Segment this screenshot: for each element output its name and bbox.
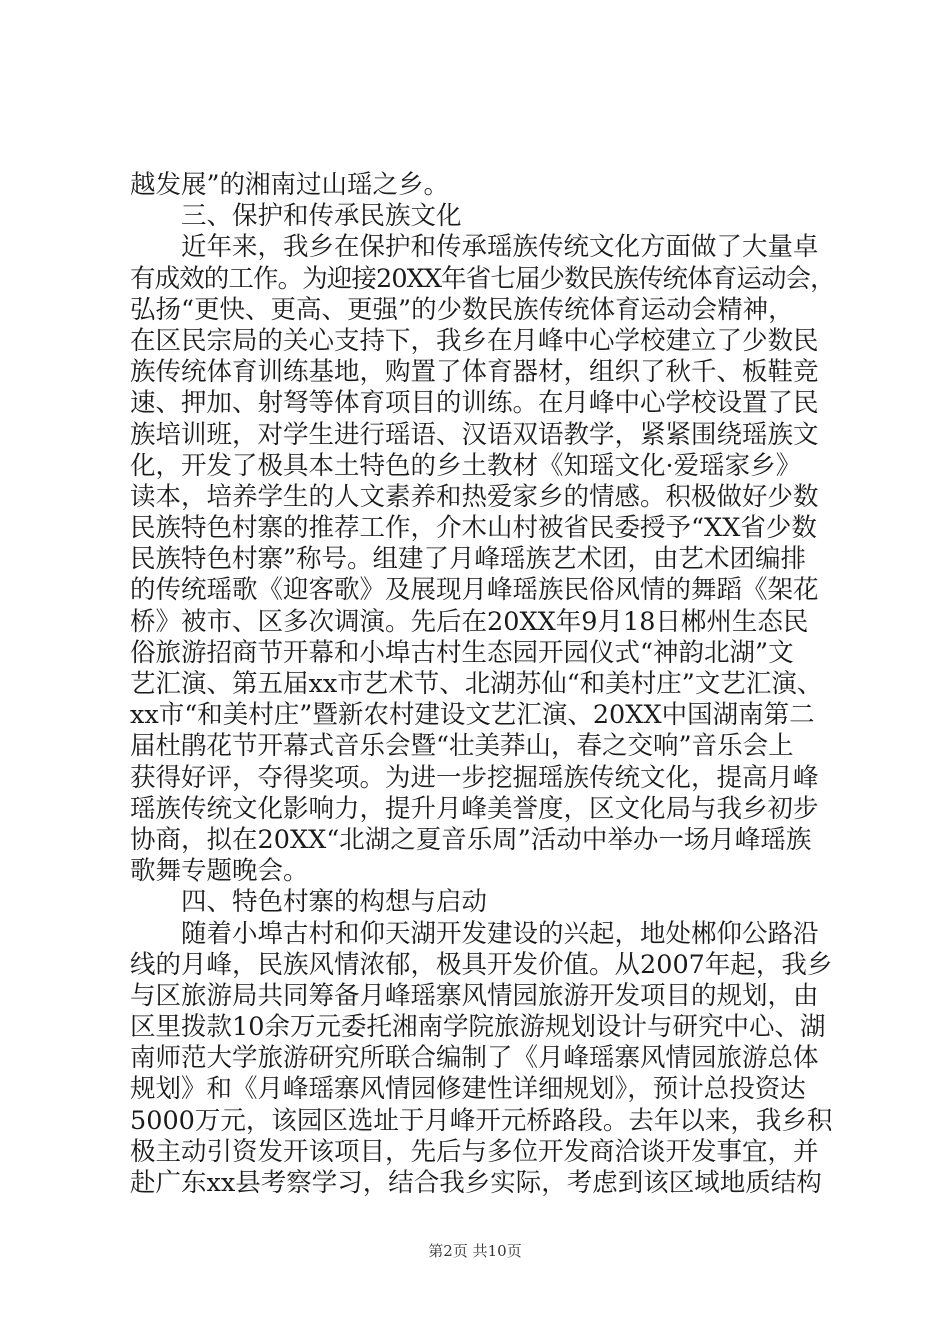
document-body bbox=[130, 170, 835, 1199]
text-line: 民族特色村寨的推荐工作，介木山村被省民委授予“XX省少数 bbox=[130, 513, 817, 544]
text-line: 越发展”的湘南过山瑶之乡。 bbox=[130, 170, 450, 200]
text-line: 南师范大学旅游研究所联合编制了《月峰瑶寨风情园旅游总体 bbox=[130, 1043, 819, 1074]
text-line: 族培训班，对学生进行瑶语、汉语双语教学，紧紧围绕瑶族文 bbox=[130, 419, 819, 450]
text-line: 5000万元，该园区选址于月峰开元桥路段。去年以来，我乡积 bbox=[130, 1105, 833, 1136]
text-line: 与区旅游局共同筹备月峰瑶寨风情园旅游开发项目的规划，由 bbox=[130, 980, 819, 1011]
text-line: 近年来，我乡在保护和传承瑶族传统文化方面做了大量卓 bbox=[130, 232, 819, 263]
text-line: 届杜鹃花节开幕式音乐会暨“壮美莽山，春之交响”音乐会上 bbox=[130, 731, 794, 762]
text-line: 区里拨款10余万元委托湘南学院旅游规划设计与研究中心、湖 bbox=[130, 1012, 826, 1043]
text-line: 族传统体育训练基地，购置了体育器材，组织了秋千、板鞋竞 bbox=[130, 357, 819, 388]
text-line: 线的月峰，民族风情浓郁，极具开发价值。从2007年起，我乡 bbox=[130, 949, 833, 980]
text-line: 在区民宗局的关心支持下，我乡在月峰中心学校建立了少数民 bbox=[130, 325, 819, 356]
text-line: 桥》被市、区多次调演。先后在20XX年9月18日郴州生态民 bbox=[130, 606, 809, 637]
text-line: 获得好评，夺得奖项。为进一步挖掘瑶族传统文化，提高月峰 bbox=[130, 762, 819, 793]
text-line: 瑶族传统文化影响力，提升月峰美誉度，区文化局与我乡初步 bbox=[130, 793, 819, 824]
text-line: 规划》和《月峰瑶寨风情园修建性详细规划》，预计总投资达 bbox=[130, 1074, 806, 1105]
text-line: 弘扬“更快、更高、更强”的少数民族传统体育运动会精神， bbox=[130, 294, 794, 325]
text-line: 极主动引资发开该项目，先后与多位开发商洽谈开发事宜，并 bbox=[130, 1136, 819, 1167]
text-line: 赴广东xx县考察学习，结合我乡实际，考虑到该区域地质结构 bbox=[130, 1168, 822, 1198]
text-line: 的传统瑶歌《迎客歌》及展现月峰瑶族民俗风情的舞蹈《架花 bbox=[130, 575, 819, 606]
text-line: 三、保护和传承民族文化 bbox=[130, 201, 462, 232]
text-line: 俗旅游招商节开幕和小埠古村生态园开园仪式“神韵北湖”文 bbox=[130, 637, 794, 668]
text-line: xx市“和美村庄”暨新农村建设文艺汇演、20XX中国湖南第二 bbox=[130, 700, 815, 731]
text-line: 民族特色村寨”称号。组建了月峰瑶族艺术团，由艺术团编排 bbox=[130, 544, 807, 575]
text-line: 协商，拟在20XX“北湖之夏音乐周”活动中举办一场月峰瑶族 bbox=[130, 824, 812, 855]
text-line: 歌舞专题晚会。 bbox=[130, 856, 309, 887]
text-line: 读本，培养学生的人文素养和热爱家乡的情感。积极做好少数 bbox=[130, 481, 819, 512]
text-line: 有成效的工作。为迎接20XX年省七届少数民族传统体育运动会， bbox=[130, 263, 835, 294]
page-footer: 第2页 共10页 bbox=[428, 1242, 522, 1260]
text-line: 随着小埠古村和仰天湖开发建设的兴起，地处郴仰公路沿 bbox=[130, 918, 819, 949]
text-line: 四、特色村寨的构想与启动 bbox=[130, 887, 488, 918]
text-line: 化，开发了极具本土特色的乡土教材《知瑶文化·爱瑶家乡》 bbox=[130, 450, 802, 481]
text-line: 速、押加、射弩等体育项目的训练。在月峰中心学校设置了民 bbox=[130, 388, 819, 419]
text-line: 艺汇演、第五届xx市艺术节、北湖苏仙“和美村庄”文艺汇演、 bbox=[130, 669, 823, 699]
